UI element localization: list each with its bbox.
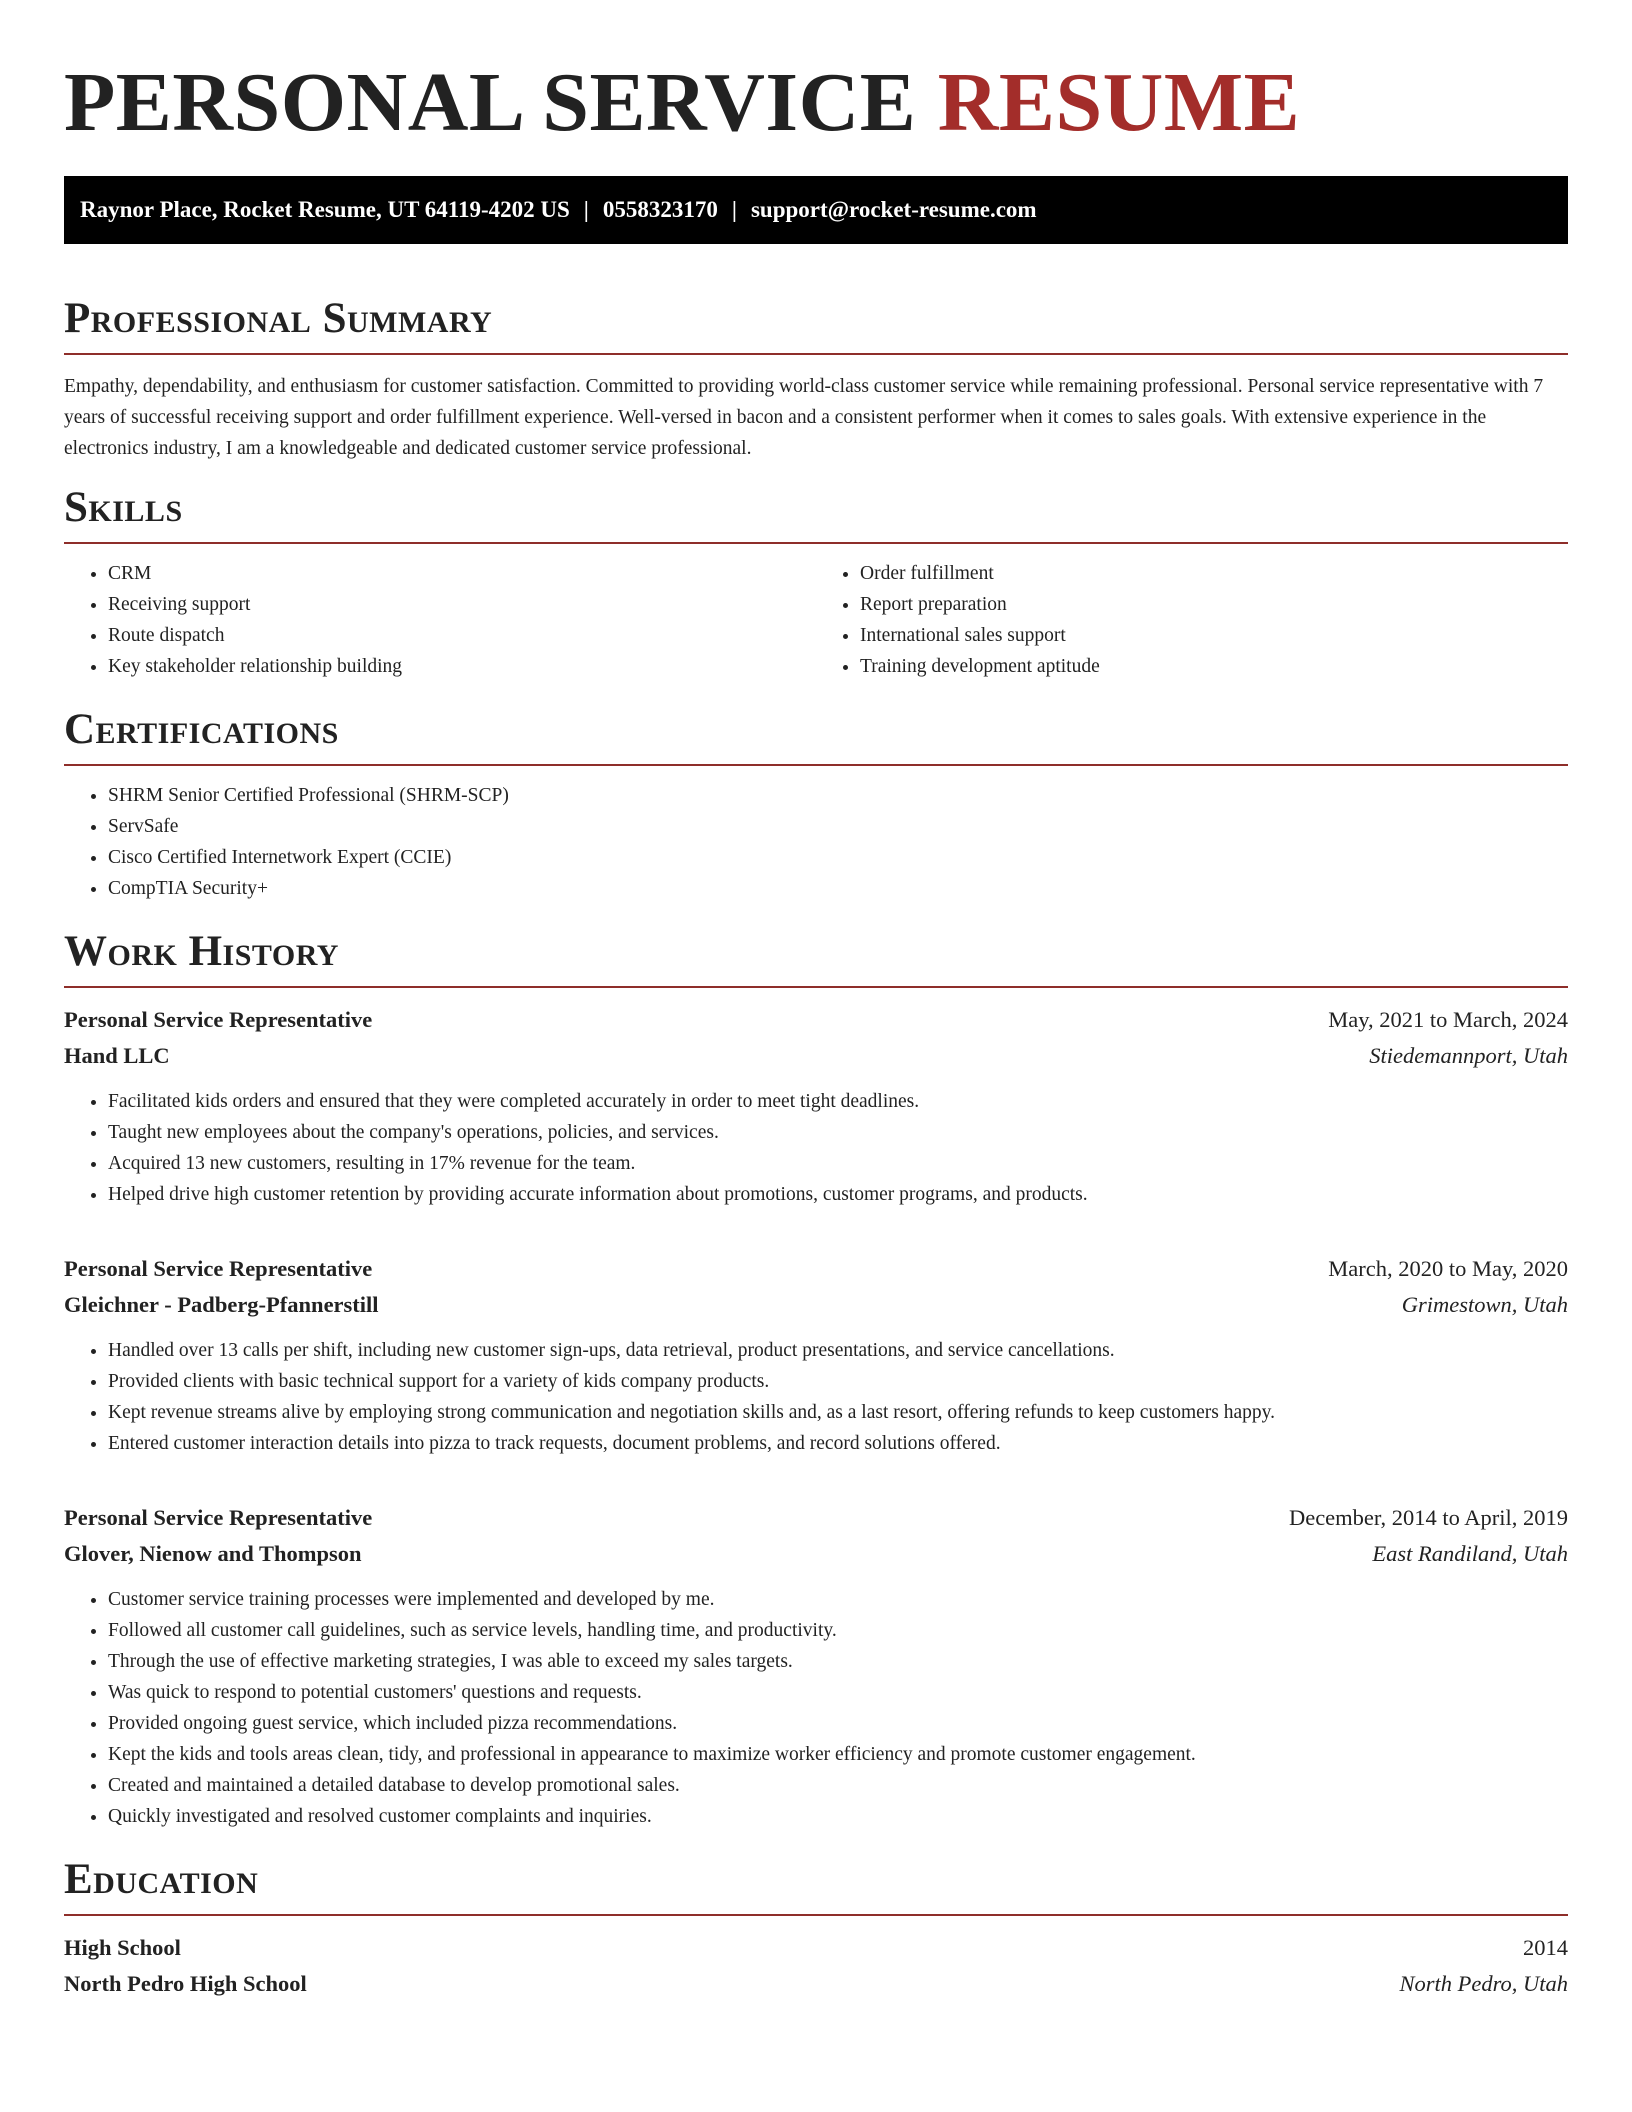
work-history-section bbox=[64, 926, 1568, 1832]
contact-bar bbox=[64, 176, 1568, 244]
education-location: North Pedro, Utah bbox=[1399, 1971, 1568, 1996]
job-title: Personal Service Representative bbox=[64, 1256, 373, 1281]
education-year: 2014 bbox=[1523, 1935, 1568, 1960]
education-school: North Pedro High School bbox=[64, 1971, 307, 1996]
job-dates: December, 2014 to April, 2019 bbox=[1288, 1505, 1568, 1530]
contact-separator: | bbox=[731, 197, 737, 222]
certification-item: • Cisco Certified Internetwork Expert (CCIE) bbox=[108, 842, 1568, 873]
skill-item: • Key stakeholder relationship building bbox=[108, 651, 816, 682]
contact-separator: | bbox=[583, 197, 589, 222]
job-company-row bbox=[64, 1038, 1568, 1074]
skill-item: • Route dispatch bbox=[108, 620, 816, 651]
skill-item: • CRM bbox=[108, 558, 816, 589]
education-degree: High School bbox=[64, 1935, 181, 1960]
resume-title bbox=[64, 0, 1568, 150]
job-dates: May, 2021 to March, 2024 bbox=[1328, 1007, 1568, 1032]
contact-phone[interactable]: 0558323170 bbox=[602, 197, 718, 222]
skill-item: • Training development aptitude bbox=[860, 651, 1568, 682]
job-duty: • Kept the kids and tools areas clean, tidy, and professional in appearance to maximize worker efficiency and promote customer engagement. bbox=[108, 1739, 1568, 1770]
certification-item: • SHRM Senior Certified Professional (SHRM-SCP) bbox=[108, 780, 1568, 811]
job-dates: March, 2020 to May, 2020 bbox=[1328, 1256, 1568, 1281]
job-duty: • Was quick to respond to potential customers' questions and requests. bbox=[108, 1677, 1568, 1708]
education-header-row bbox=[64, 1930, 1568, 1966]
certification-item: • CompTIA Security+ bbox=[108, 873, 1568, 904]
section-divider bbox=[64, 353, 1568, 355]
title-main: PERSONAL SERVICE bbox=[64, 56, 938, 149]
section-divider bbox=[64, 764, 1568, 766]
skills-columns bbox=[64, 544, 1568, 682]
job-company: Glover, Nienow and Thompson bbox=[64, 1541, 362, 1566]
summary-section bbox=[64, 293, 1568, 464]
section-divider bbox=[64, 1914, 1568, 1916]
job-title: Personal Service Representative bbox=[64, 1505, 373, 1530]
job-duty: • Provided ongoing guest service, which included pizza recommendations. bbox=[108, 1708, 1568, 1739]
job-location: East Randiland, Utah bbox=[1372, 1541, 1568, 1566]
certification-item: • ServSafe bbox=[108, 811, 1568, 842]
title-accent: RESUME bbox=[937, 56, 1301, 149]
job-duty: • Entered customer interaction details into pizza to track requests, document problems, and record solutions offered. bbox=[108, 1428, 1568, 1459]
job-duty: • Customer service training processes were implemented and developed by me. bbox=[108, 1584, 1568, 1615]
summary-text: Empathy, dependability, and enthusiasm for customer satisfaction. Committed to providing world-class customer service while remaining professional. Personal service representative with 7 years of successful receiving support and order fulfillment experience. Well-versed in bacon and a consistent performer when it comes to sales goals. With extensive experience in the electronics industry, I am a knowledgeable and dedicated customer service professional. bbox=[64, 376, 1544, 459]
job-duty: • Through the use of effective marketing strategies, I was able to exceed my sales targets. bbox=[108, 1646, 1568, 1677]
skill-item: • Receiving support bbox=[108, 589, 816, 620]
education-entry bbox=[64, 1930, 1568, 2002]
job-duty: • Kept revenue streams alive by employing strong communication and negotiation skills and, as a last resort, offering refunds to keep customers happy. bbox=[108, 1397, 1568, 1428]
skills-list-right bbox=[816, 558, 1568, 682]
work-history-heading: Work History bbox=[64, 928, 339, 975]
job-duty: • Created and maintained a detailed database to develop promotional sales. bbox=[108, 1770, 1568, 1801]
contact-email[interactable]: support@rocket-resume.com bbox=[750, 197, 1037, 222]
job-header-row bbox=[64, 1251, 1568, 1287]
certifications-list bbox=[64, 780, 1568, 904]
job-entry bbox=[64, 1002, 1568, 1210]
skills-heading: Skills bbox=[64, 484, 183, 531]
certifications-heading: Certifications bbox=[64, 706, 339, 753]
job-duties-list bbox=[64, 1584, 1568, 1832]
job-duty: • Facilitated kids orders and ensured that they were completed accurately in order to meet tight deadlines. bbox=[108, 1086, 1568, 1117]
job-duty: • Taught new employees about the company's operations, policies, and services. bbox=[108, 1117, 1568, 1148]
job-duty: • Quickly investigated and resolved customer complaints and inquiries. bbox=[108, 1801, 1568, 1832]
education-section bbox=[64, 1854, 1568, 2002]
skills-section bbox=[64, 482, 1568, 682]
section-divider bbox=[64, 986, 1568, 988]
job-header-row bbox=[64, 1002, 1568, 1038]
skill-item: • Report preparation bbox=[860, 589, 1568, 620]
education-heading: Education bbox=[64, 1856, 259, 1903]
job-duties-list bbox=[64, 1335, 1568, 1459]
job-duty: • Followed all customer call guidelines, such as service levels, handling time, and productivity. bbox=[108, 1615, 1568, 1646]
job-company-row bbox=[64, 1536, 1568, 1572]
skill-item: • Order fulfillment bbox=[860, 558, 1568, 589]
job-company: Hand LLC bbox=[64, 1043, 170, 1068]
job-duty: • Handled over 13 calls per shift, including new customer sign-ups, data retrieval, product presentations, and service cancellations. bbox=[108, 1335, 1568, 1366]
job-title: Personal Service Representative bbox=[64, 1007, 373, 1032]
job-company-row bbox=[64, 1287, 1568, 1323]
job-location: Stiedemannport, Utah bbox=[1369, 1043, 1568, 1068]
job-location: Grimestown, Utah bbox=[1401, 1292, 1568, 1317]
job-duty: • Provided clients with basic technical support for a variety of kids company products. bbox=[108, 1366, 1568, 1397]
job-duties-list bbox=[64, 1086, 1568, 1210]
job-duty: • Helped drive high customer retention by providing accurate information about promotions, customer programs, and products. bbox=[108, 1179, 1568, 1210]
job-company: Gleichner - Padberg-Pfannerstill bbox=[64, 1292, 379, 1317]
job-header-row bbox=[64, 1500, 1568, 1536]
summary-heading: Professional Summary bbox=[64, 295, 493, 342]
job-entry bbox=[64, 1500, 1568, 1832]
contact-address: Raynor Place, Rocket Resume, UT 64119-4202 US bbox=[80, 197, 570, 222]
job-entry bbox=[64, 1251, 1568, 1459]
skills-list-left bbox=[64, 558, 816, 682]
job-duty: • Acquired 13 new customers, resulting in 17% revenue for the team. bbox=[108, 1148, 1568, 1179]
education-school-row bbox=[64, 1966, 1568, 2002]
skill-item: • International sales support bbox=[860, 620, 1568, 651]
certifications-section bbox=[64, 704, 1568, 904]
